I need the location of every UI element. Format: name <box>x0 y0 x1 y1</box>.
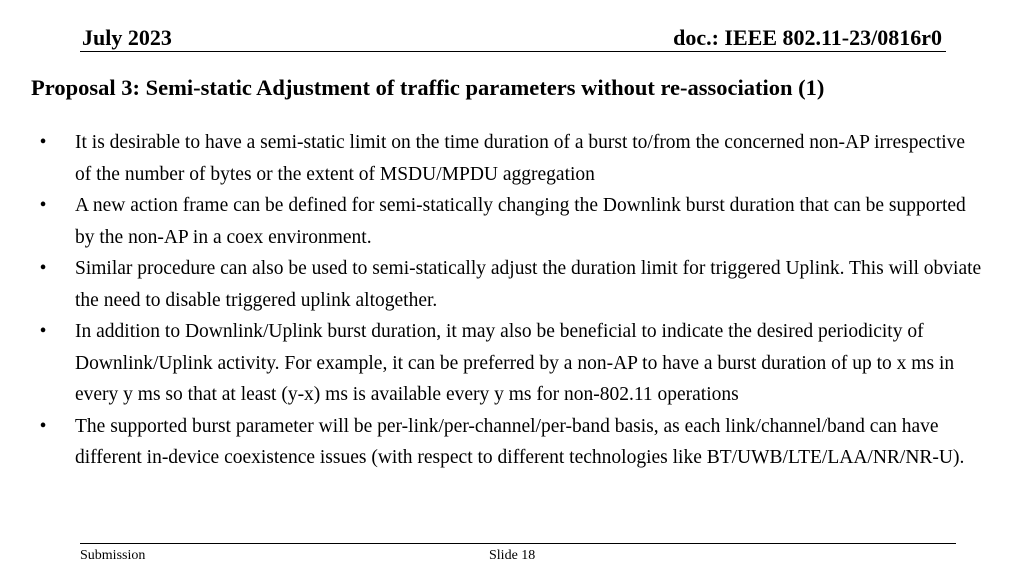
header-document-id: doc.: IEEE 802.11-23/0816r0 <box>673 25 942 50</box>
slide-title: Proposal 3: Semi-static Adjustment of traffic parameters without re-association (1) <box>31 75 825 100</box>
bullet-item <box>0 411 985 474</box>
footer-submission-label: Submission <box>80 548 146 563</box>
bullet-item <box>0 316 985 411</box>
header-divider <box>80 51 946 52</box>
bullet-marker: • <box>39 321 47 342</box>
bullet-marker: • <box>39 415 47 437</box>
bullet-text: A new action frame can be defined for semi-statically changing the Downlink burst duration that can be supported by the non-AP in a coex environment. <box>75 195 966 248</box>
bullet-text: The supported burst parameter will be per-link/per-channel/per-band basis, as each link/channel/band can have different in-device coexistence issues (with respect to different technologies like BT/UWB/LTE/LAA/NR/NR-U). <box>75 415 965 468</box>
bullet-marker: • <box>39 132 47 153</box>
header-date: July 2023 <box>82 25 172 50</box>
bullet-marker: • <box>39 258 47 279</box>
bullet-text: It is desirable to have a semi-static limit on the time duration of a burst to/from the concerned non-AP irrespective of the number of bytes or the extent of MSDU/MPDU aggregation <box>75 132 966 185</box>
bullet-item <box>0 253 985 316</box>
bullet-text: In addition to Downlink/Uplink burst duration, it may also be beneficial to indicate the desired periodicity of Downlink/Uplink activity. For example, it can be preferred by a non-AP to have a burst duration of up to x ms in every y ms so that at least (y-x) ms is available every y ms for non-802.11 operations <box>75 321 955 405</box>
footer-divider <box>80 543 956 544</box>
bullet-item <box>0 127 985 190</box>
bullet-item <box>0 190 985 253</box>
bullet-marker: • <box>39 195 47 216</box>
footer-slide-number: Slide 18 <box>489 548 536 563</box>
bullet-text: Similar procedure can also be used to semi-statically adjust the duration limit for triggered Uplink. This will obviate the need to disable triggered uplink altogether. <box>75 258 982 311</box>
bullet-list <box>0 127 1024 474</box>
